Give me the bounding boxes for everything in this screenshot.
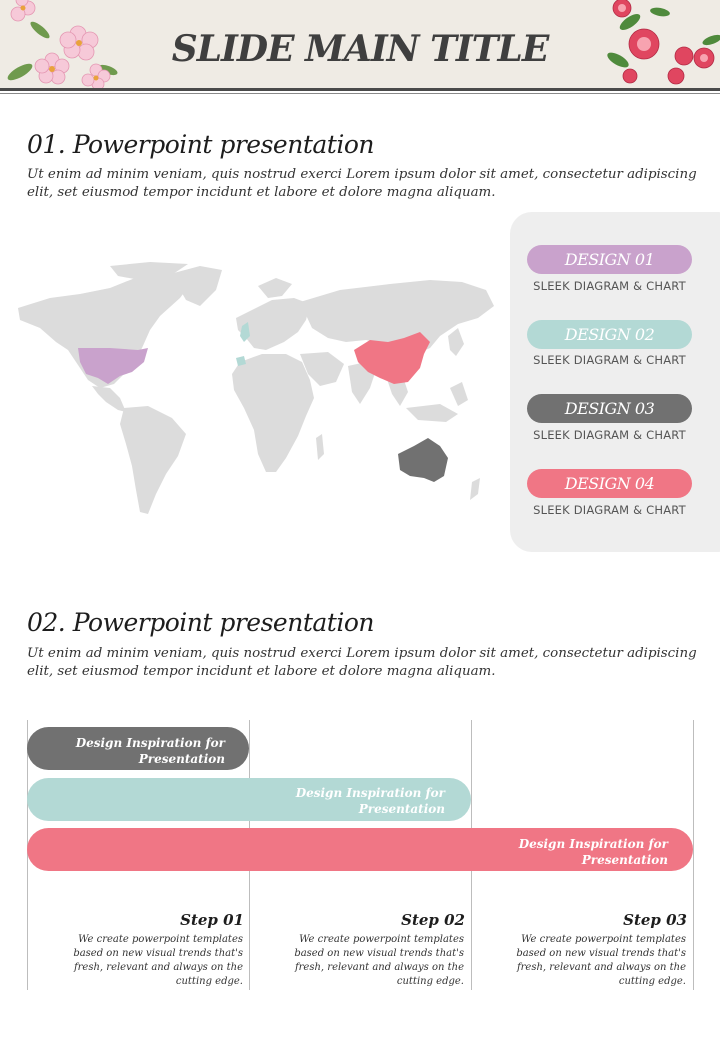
step-03-desc-line: based on new visual trends that's <box>516 948 686 959</box>
design-03-caption: SLEEK DIAGRAM & CHART <box>533 428 686 442</box>
step-03-title: Step 03 <box>623 911 687 929</box>
design-02-caption: SLEEK DIAGRAM & CHART <box>533 353 686 367</box>
step-01-description <box>73 933 243 989</box>
step-01-desc-line: We create powerpoint templates <box>78 934 243 945</box>
design-04-caption: SLEEK DIAGRAM & CHART <box>533 503 686 517</box>
design-01-pill[interactable]: DESIGN 01 <box>527 245 692 274</box>
design-02-pill[interactable]: DESIGN 02 <box>527 320 692 349</box>
design-01-caption: SLEEK DIAGRAM & CHART <box>533 279 686 293</box>
step-01-desc-line: based on new visual trends that's <box>73 948 243 959</box>
design-03-pill[interactable]: DESIGN 03 <box>527 394 692 423</box>
step-02-desc-line: fresh, relevant and always on the <box>294 962 464 973</box>
section2-body: Ut enim ad minim veniam, quis nostrud exerci Lorem ipsum dolor sit amet, consectetur adipiscing elit, set eiusmod tempor incidunt et labore et dolore magna aliquam. <box>27 646 697 679</box>
section1-body: Ut enim ad minim veniam, quis nostrud exerci Lorem ipsum dolor sit amet, consectetur adipiscing elit, set eiusmod tempor incidunt et labore et dolore magna aliquam. <box>27 167 697 200</box>
timeline-bar-2-label <box>245 785 445 817</box>
design-04-pill[interactable]: DESIGN 04 <box>527 469 692 498</box>
timeline-bar-1-label-line2: Presentation <box>138 752 225 766</box>
step-02-description <box>294 933 464 989</box>
step-02-desc-line: cutting edge. <box>396 976 464 987</box>
section2-title: 02. Powerpoint presentation <box>27 608 374 637</box>
header-divider <box>0 88 720 91</box>
timeline-bar-1-label <box>25 735 225 767</box>
step-01-desc-line: fresh, relevant and always on the <box>73 962 243 973</box>
step-03-desc-line: We create powerpoint templates <box>521 934 686 945</box>
step-01-title: Step 01 <box>180 911 244 929</box>
step-03-description <box>516 933 686 989</box>
slide-main-title: SLIDE MAIN TITLE <box>171 28 549 70</box>
timeline-bar-2-label-line1: Design Inspiration for <box>295 786 445 800</box>
step-02-desc-line: We create powerpoint templates <box>299 934 464 945</box>
map-region-australia[interactable] <box>398 438 448 482</box>
step-02-title: Step 02 <box>401 911 465 929</box>
step-03-desc-line: fresh, relevant and always on the <box>516 962 686 973</box>
step-03-desc-line: cutting edge. <box>618 976 686 987</box>
timeline-bar-2-label-line2: Presentation <box>358 802 445 816</box>
timeline-bar-3-label <box>468 836 668 868</box>
step-01-desc-line: cutting edge. <box>175 976 243 987</box>
timeline-bar-3-label-line2: Presentation <box>581 853 668 867</box>
world-map <box>10 258 500 523</box>
step-02-desc-line: based on new visual trends that's <box>294 948 464 959</box>
section1-title: 01. Powerpoint presentation <box>27 130 374 159</box>
timeline-bar-1-label-line1: Design Inspiration for <box>75 736 225 750</box>
header-divider-thin <box>0 93 720 94</box>
timeline-bar-3-label-line1: Design Inspiration for <box>518 837 668 851</box>
timeline-gridline <box>693 720 694 990</box>
